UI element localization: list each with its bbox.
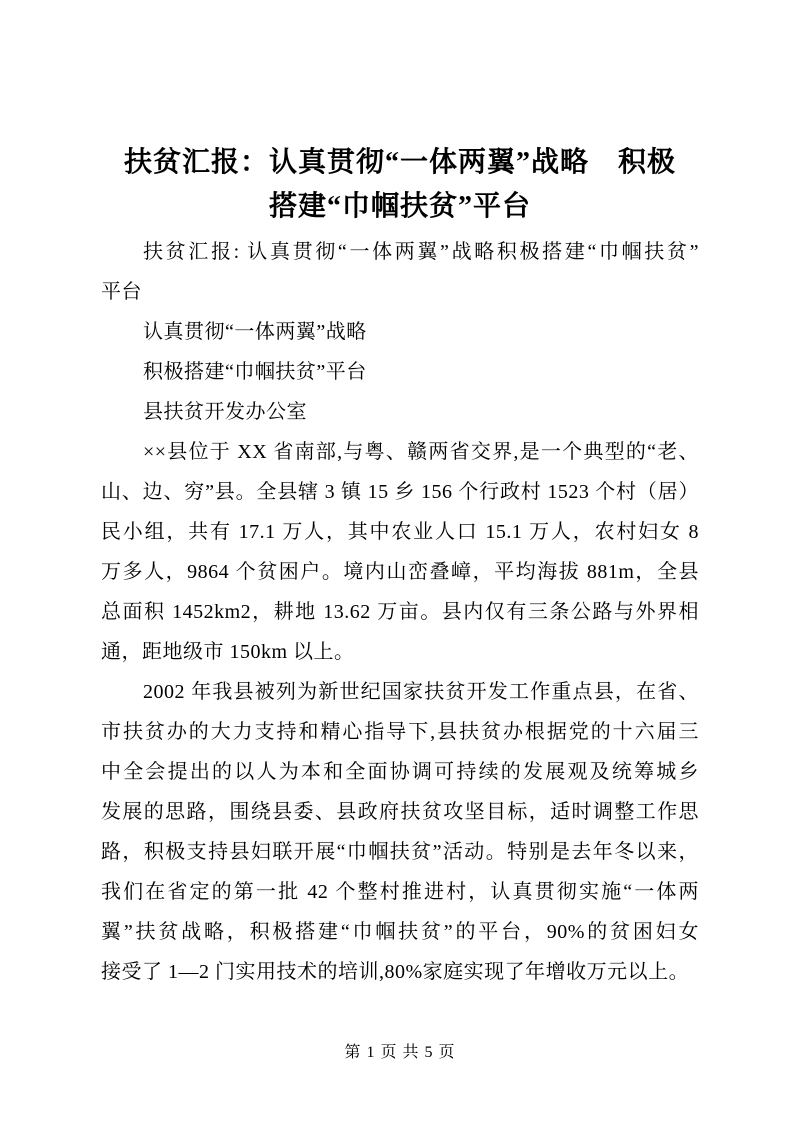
body-line: 市扶贫办的大力支持和精心指导下,县扶贫办根据党的十六届三 (101, 721, 699, 743)
body-line: 扶贫汇报: 认真贯彻“一体两翼”战略积极搭建“巾帼扶贫” (143, 241, 699, 263)
document-body (101, 232, 699, 992)
body-line: 积极搭建“巾帼扶贫”平台 (143, 361, 367, 383)
body-line: 发展的思路，围绕县委、县政府扶贫攻坚目标，适时调整工作思 (101, 801, 699, 823)
title-line-2: 搭建“巾帼扶贫”平台 (268, 191, 531, 222)
body-line: 2002 年我县被列为新世纪国家扶贫开发工作重点县，在省、 (143, 681, 699, 703)
document-title (101, 0, 699, 229)
body-line: 中全会提出的以人为本和全面协调可持续的发展观及统筹城乡 (101, 761, 699, 783)
body-line: 翼”扶贫战略，积极搭建“巾帼扶贫”的平台，90%的贫困妇女 (101, 921, 699, 943)
page-number-footer (0, 1042, 800, 1064)
body-line: 接受了 1—2 门实用技术的培训,80%家庭实现了年增收万元以上。 (101, 961, 690, 983)
body-line: 县扶贫开发办公室 (143, 401, 307, 423)
body-line: 总面积 1452km2，耕地 13.62 万亩。县内仅有三条公路与外界相 (101, 601, 699, 623)
body-line: 山、边、穷”县。全县辖 3 镇 15 乡 156 个行政村 1523 个村（居） (101, 481, 699, 503)
body-line: 路，积极支持县妇联开展“巾帼扶贫”活动。特别是去年冬以来， (101, 841, 699, 863)
body-line: 我们在省定的第一批 42 个整村推进村，认真贯彻实施“一体两 (101, 881, 699, 903)
body-line: 认真贯彻“一体两翼”战略 (143, 321, 367, 343)
body-line: 通，距地级市 150km 以上。 (101, 641, 355, 663)
title-line-1: 扶贫汇报：认真贯彻“一体两翼”战略 积极 (123, 147, 676, 178)
body-line: 万多人，9864 个贫困户。境内山峦叠嶂，平均海拔 881m，全县 (101, 561, 699, 583)
body-line: 民小组，共有 17.1 万人，其中农业人口 15.1 万人，农村妇女 8 (101, 521, 699, 543)
body-line: 平台 (101, 281, 142, 303)
page-number-label: 第 1 页 共 5 页 (344, 1044, 456, 1061)
body-line: ××县位于 XX 省南部,与粤、赣两省交界,是一个典型的“老、 (143, 441, 699, 463)
